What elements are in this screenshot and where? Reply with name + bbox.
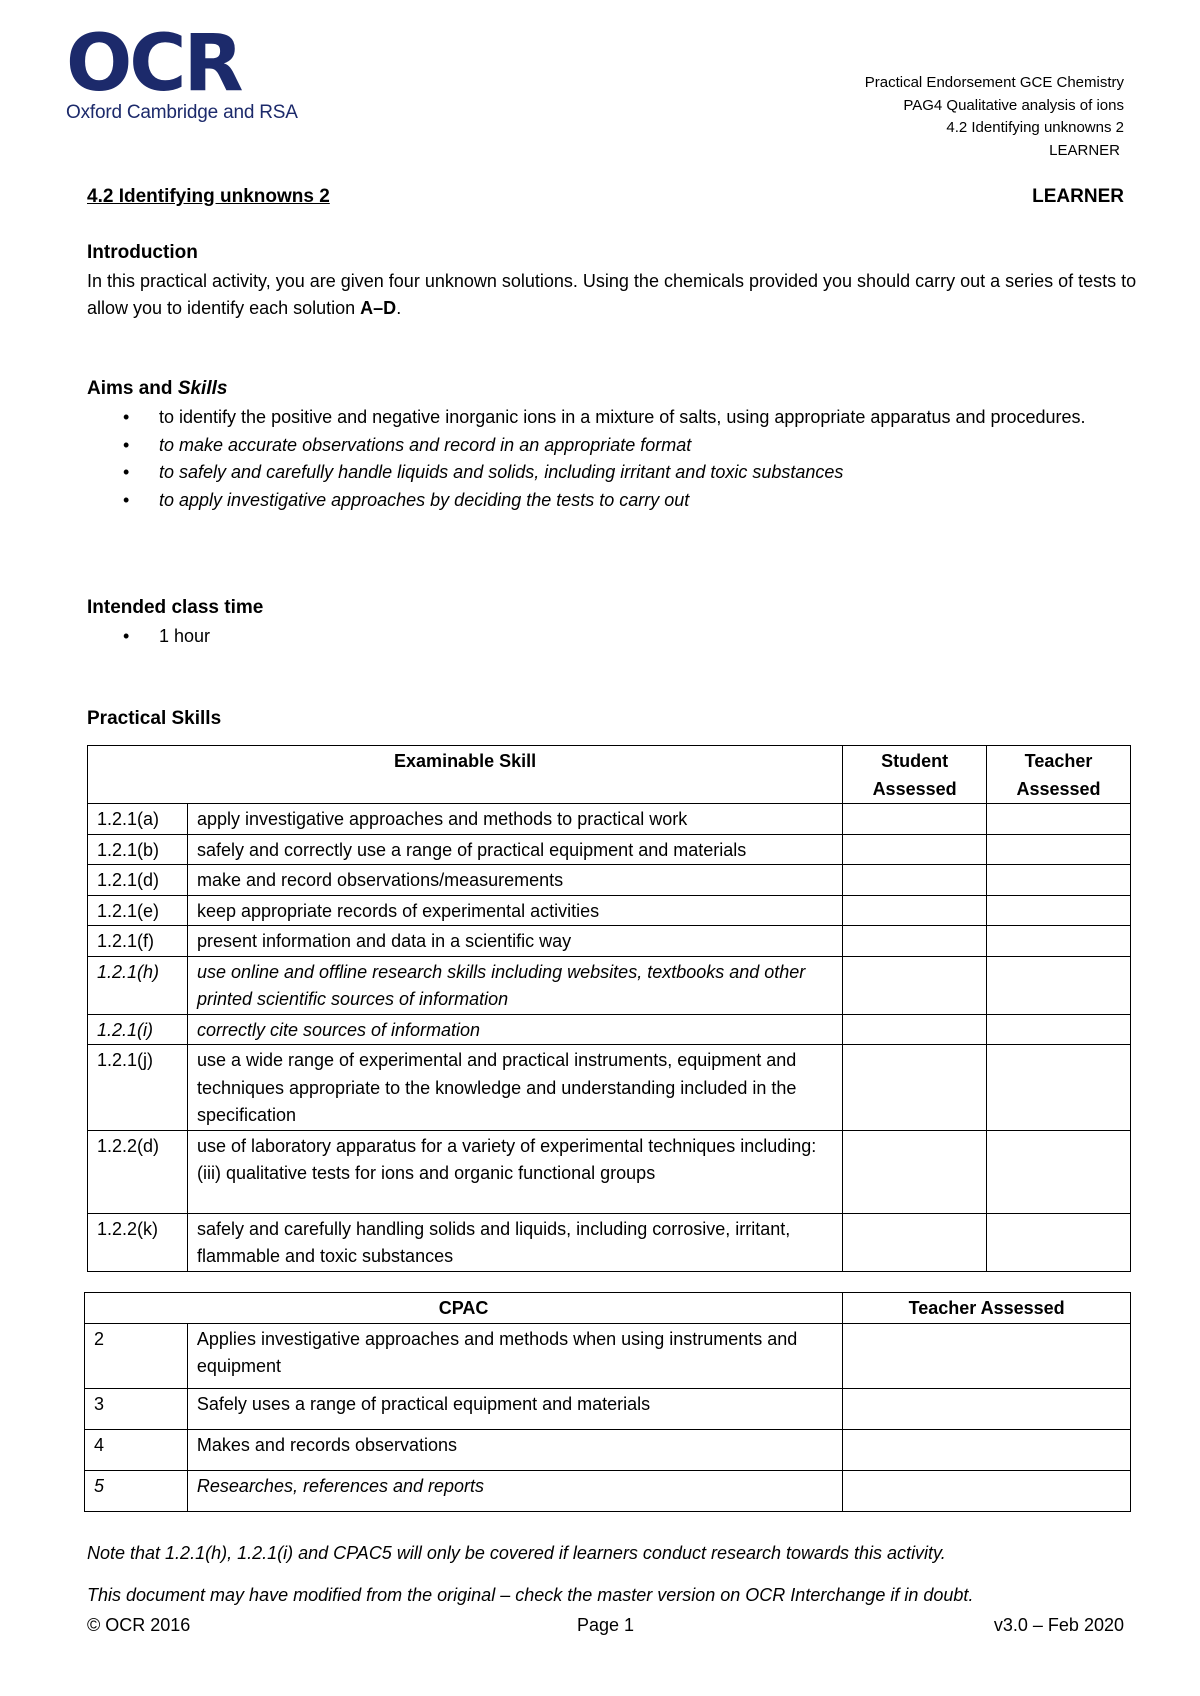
column-header-skill: Examinable Skill bbox=[88, 746, 843, 804]
header-line-1: Practical Endorsement GCE Chemistry bbox=[864, 74, 1124, 91]
teacher-assessed-cell[interactable] bbox=[843, 1388, 1131, 1429]
skill-code: 1.2.1(a) bbox=[88, 804, 188, 835]
table-row bbox=[88, 804, 1131, 835]
title-row bbox=[87, 186, 1124, 214]
student-assessed-cell[interactable] bbox=[843, 1213, 987, 1271]
header-line-4: LEARNER bbox=[1049, 141, 1120, 159]
introduction-text bbox=[87, 268, 1137, 322]
modification-note: This document may have modified from the original – check the master version on OCR Interchange if in doubt. bbox=[87, 1585, 974, 1605]
student-assessed-cell[interactable] bbox=[843, 1130, 987, 1213]
table-row bbox=[85, 1470, 1131, 1511]
footer-copyright: © OCR 2016 bbox=[87, 1615, 191, 1635]
cpac-description: Researches, references and reports bbox=[187, 1470, 842, 1511]
aims-item bbox=[87, 487, 1127, 515]
cpac-description: Makes and records observations bbox=[187, 1429, 842, 1470]
table-row bbox=[88, 895, 1131, 926]
cpac-description: Applies investigative approaches and methods when using instruments and equipment bbox=[187, 1323, 842, 1388]
class-time-heading: Intended class time bbox=[87, 597, 264, 618]
column-header-student: Student Assessed bbox=[843, 746, 987, 804]
skill-description: make and record observations/measurements bbox=[187, 865, 842, 896]
aims-item-text: to make accurate observations and record in an appropriate format bbox=[159, 434, 692, 455]
cpac-code: 3 bbox=[85, 1388, 188, 1429]
teacher-assessed-cell[interactable] bbox=[843, 1323, 1131, 1388]
table-row bbox=[85, 1388, 1131, 1429]
skill-code: 1.2.1(d) bbox=[88, 865, 188, 896]
aims-item-text: to apply investigative approaches by deciding the tests to carry out bbox=[159, 489, 690, 510]
header-line-3: 4.2 Identifying unknowns 2 bbox=[946, 119, 1124, 136]
student-assessed-cell[interactable] bbox=[843, 834, 987, 865]
skill-code: 1.2.2(k) bbox=[88, 1213, 188, 1271]
skill-code: 1.2.1(b) bbox=[88, 834, 188, 865]
skill-code: 1.2.2(d) bbox=[88, 1130, 188, 1213]
cpac-table bbox=[84, 1292, 1131, 1512]
bullet-icon: • bbox=[123, 489, 130, 510]
skill-description: present information and data in a scientific way bbox=[187, 926, 842, 957]
page-footer bbox=[87, 1615, 1124, 1643]
table-header-row bbox=[88, 746, 1131, 804]
teacher-assessed-cell[interactable] bbox=[987, 1014, 1131, 1045]
column-header-cpac: CPAC bbox=[85, 1293, 843, 1324]
footer-page-number: Page 1 bbox=[576, 1615, 635, 1635]
aims-item-text: to identify the positive and negative inorganic ions in a mixture of salts, using appropriate apparatus and procedures. bbox=[159, 407, 1086, 427]
teacher-assessed-cell[interactable] bbox=[987, 926, 1131, 957]
aims-item bbox=[87, 459, 1127, 487]
student-assessed-cell[interactable] bbox=[843, 926, 987, 957]
bullet-icon: • bbox=[123, 407, 130, 427]
class-time-item bbox=[87, 623, 1127, 651]
teacher-assessed-cell[interactable] bbox=[987, 1130, 1131, 1213]
aims-heading-italic: Skills bbox=[177, 378, 228, 399]
student-assessed-cell[interactable] bbox=[843, 895, 987, 926]
teacher-assessed-cell[interactable] bbox=[987, 1045, 1131, 1131]
logo-mark: OCR bbox=[66, 19, 241, 109]
skill-code: 1.2.1(h) bbox=[88, 956, 188, 1014]
skill-code: 1.2.1(f) bbox=[88, 926, 188, 957]
table-row bbox=[88, 834, 1131, 865]
skill-description: use online and offline research skills including websites, textbooks and other printed scientific sources of information bbox=[187, 956, 842, 1014]
aims-item bbox=[87, 404, 1127, 432]
research-note: Note that 1.2.1(h), 1.2.1(i) and CPAC5 will only be covered if learners conduct research towards this activity. bbox=[87, 1543, 946, 1563]
teacher-assessed-cell[interactable] bbox=[987, 865, 1131, 896]
skill-description: keep appropriate records of experimental activities bbox=[187, 895, 842, 926]
table-row bbox=[88, 926, 1131, 957]
bullet-icon: • bbox=[123, 434, 130, 455]
cpac-code: 4 bbox=[85, 1429, 188, 1470]
student-assessed-cell[interactable] bbox=[843, 804, 987, 835]
document-header bbox=[865, 72, 1124, 162]
cpac-description: Safely uses a range of practical equipment and materials bbox=[187, 1388, 842, 1429]
practical-skills-table bbox=[87, 745, 1131, 1272]
aims-item-text: to safely and carefully handle liquids and solids, including irritant and toxic substances bbox=[159, 462, 844, 482]
bullet-icon: • bbox=[123, 626, 130, 646]
aims-item bbox=[87, 432, 1127, 460]
table-row bbox=[88, 1130, 1131, 1213]
aims-heading-plain: Aims and bbox=[87, 378, 178, 399]
cpac-code: 5 bbox=[85, 1470, 188, 1511]
skill-code: 1.2.1(i) bbox=[88, 1014, 188, 1045]
table-row bbox=[85, 1323, 1131, 1388]
class-time-list bbox=[87, 623, 1127, 651]
teacher-assessed-cell[interactable] bbox=[843, 1429, 1131, 1470]
skill-description: safely and correctly use a range of practical equipment and materials bbox=[187, 834, 842, 865]
skill-description: use a wide range of experimental and practical instruments, equipment and techniques appropriate to the knowledge and understanding included in the specification bbox=[187, 1045, 842, 1131]
table-header-row bbox=[85, 1293, 1131, 1324]
aims-heading bbox=[87, 378, 227, 400]
teacher-assessed-cell[interactable] bbox=[843, 1470, 1131, 1511]
student-assessed-cell[interactable] bbox=[843, 1014, 987, 1045]
skill-description: correctly cite sources of information bbox=[187, 1014, 842, 1045]
table-row bbox=[88, 956, 1131, 1014]
ocr-logo bbox=[66, 19, 306, 124]
teacher-assessed-cell[interactable] bbox=[987, 895, 1131, 926]
header-line-2: PAG4 Qualitative analysis of ions bbox=[903, 96, 1124, 114]
table-row bbox=[88, 865, 1131, 896]
introduction-text-end: . bbox=[396, 298, 402, 318]
table-row bbox=[88, 1213, 1131, 1271]
table-row bbox=[85, 1429, 1131, 1470]
introduction-heading: Introduction bbox=[87, 242, 198, 263]
bullet-icon: • bbox=[123, 462, 130, 482]
teacher-assessed-cell[interactable] bbox=[987, 956, 1131, 1014]
cpac-code: 2 bbox=[85, 1323, 188, 1388]
table-row bbox=[88, 1014, 1131, 1045]
aims-list bbox=[87, 404, 1127, 514]
teacher-assessed-cell[interactable] bbox=[987, 1213, 1131, 1271]
footer-version: v3.0 – Feb 2020 bbox=[993, 1615, 1124, 1635]
teacher-assessed-cell[interactable] bbox=[987, 834, 1131, 865]
logo-subtitle: Oxford Cambridge and RSA bbox=[66, 102, 298, 123]
column-header-teacher: Teacher Assessed bbox=[987, 746, 1131, 804]
teacher-assessed-cell[interactable] bbox=[987, 804, 1131, 835]
class-time-item-text: 1 hour bbox=[159, 626, 211, 646]
skill-description: use of laboratory apparatus for a variety of experimental techniques including: (iii) qualitative tests for ions and organic functional groups bbox=[187, 1130, 842, 1213]
page-title: 4.2 Identifying unknowns 2 bbox=[87, 186, 330, 207]
skill-code: 1.2.1(e) bbox=[88, 895, 188, 926]
introduction-text-start: In this practical activity, you are given four unknown solutions. Using the chemicals provided you should carry out a series of tests to allow you to identify each solution bbox=[87, 271, 1137, 318]
table-row bbox=[88, 1045, 1131, 1131]
role-label: LEARNER bbox=[1032, 186, 1124, 207]
skill-code: 1.2.1(j) bbox=[88, 1045, 188, 1131]
skill-description: apply investigative approaches and methods to practical work bbox=[187, 804, 842, 835]
skill-description: safely and carefully handling solids and liquids, including corrosive, irritant, flammable and toxic substances bbox=[187, 1213, 842, 1271]
column-header-teacher: Teacher Assessed bbox=[843, 1293, 1131, 1324]
student-assessed-cell[interactable] bbox=[843, 1045, 987, 1131]
practical-skills-heading: Practical Skills bbox=[87, 708, 222, 729]
student-assessed-cell[interactable] bbox=[843, 865, 987, 896]
student-assessed-cell[interactable] bbox=[843, 956, 987, 1014]
introduction-text-bold: A–D bbox=[360, 298, 397, 318]
